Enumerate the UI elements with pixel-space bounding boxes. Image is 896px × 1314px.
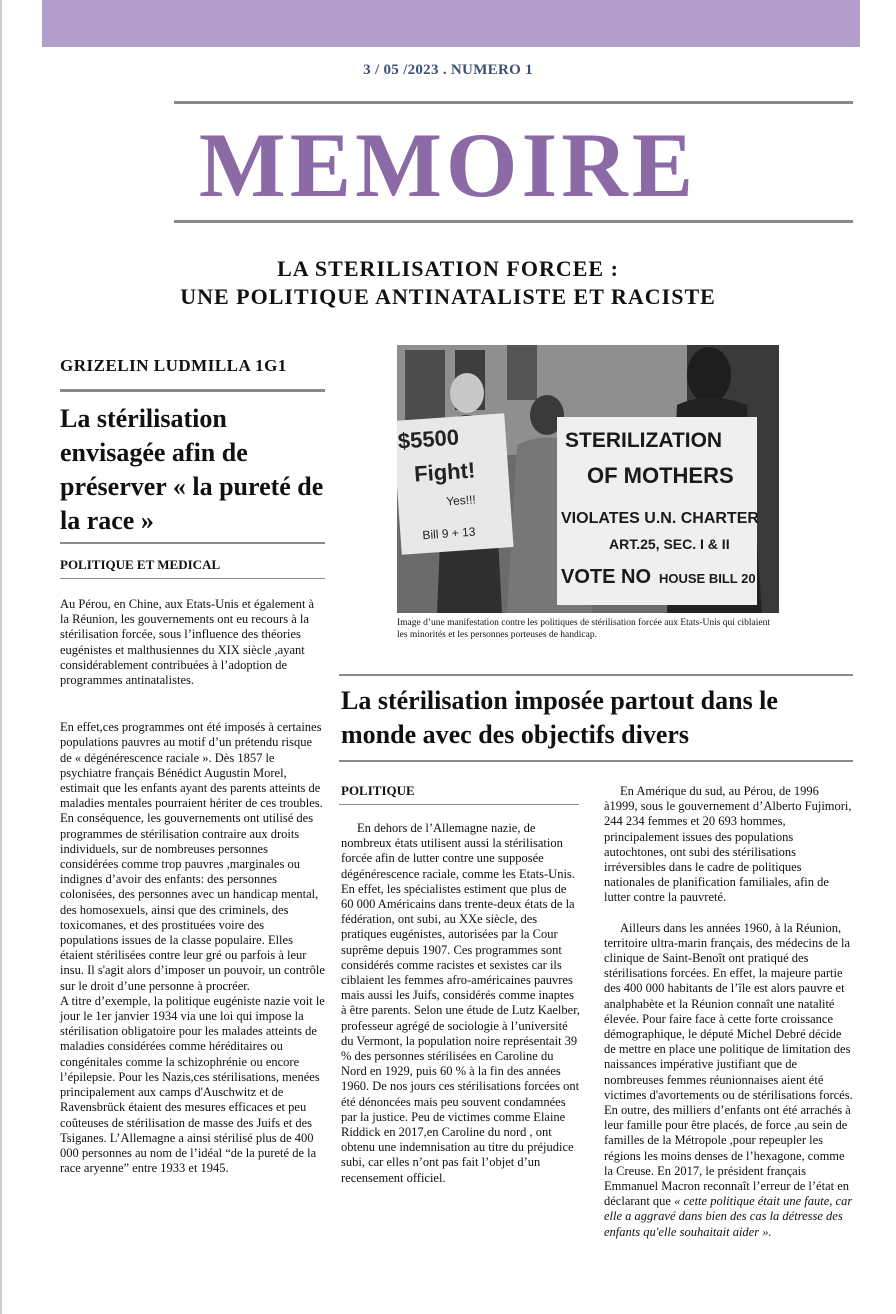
protest-photo: [397, 345, 779, 613]
fight-sign-text-2: Fight!: [413, 457, 477, 487]
masthead-title: MEMOIRE: [198, 114, 698, 216]
article2-title-rule: [339, 760, 853, 762]
article1-title: La stérilisation envisagée afin de préserver « la pureté de la race »: [60, 404, 324, 535]
fight-sign-text-3: Yes!!!: [445, 492, 477, 509]
author-rule: [60, 389, 325, 392]
sterilization-sign: [557, 417, 759, 605]
headline-line-1: LA STERILISATION FORCEE :: [277, 256, 619, 281]
sterilization-sign-text-4: ART.25, SEC. I & II: [609, 536, 730, 552]
article1-paragraph-4: A titre d’exemple, la politique eugéniste nazie voit le jour le 1er janvier 1934 via une loi qui impose la stérilisation obligatoire pour les malades atteints de maladies considérées comme héréditaires ou congénitales comme la schizophrénie ou encore l’épilepsie. Pour les Nazis,ces stérilisations, menées principalement aux camps d'Auschwitz et de Ravensbrück étaient des mesures efficaces et peu coûteuses de stérilisation de masse des Juifs et des Tsiganes. L’Allemagne a ainsi stérilisé plus de 400 000 personnes au nom de l’idéal “de la pureté de la race aryenne” entre 1933 et 1945.: [60, 993, 325, 1176]
headline-line-2: UNE POLITIQUE ANTINATALISTE ET RACISTE: [180, 284, 716, 309]
article1-paragraph-3: En conséquence, les gouvernements ont utilisé des programmes de stérilisation contraire aux droits individuels, sur de nombreuses personnes considérées comme trop pauvres ,marginales ou indignes d’avoir des enfants: des personnes colonisées, des personnes avec un handicap mental, des homosexuels, ainsi que des criminels, des toxicomanes, et des prostituées voire des populations issues de la classe populaire. Elles étaient stérilisées contre leur gré ou parfois à leur insu. Il s'agit alors d’imposer un pouvoir, un contrôle sur le droit d’une personne à procréer.: [60, 811, 325, 993]
article2-column-1: [341, 821, 581, 1186]
fight-sign-text-1: $5500: [397, 424, 460, 454]
article1-title-rule: [60, 542, 325, 544]
article2-col1-paragraph: En dehors de l’Allemagne nazie, de nombreux états utilisent aussi la stérilisation forcée afin de lutter contre une supposée dégénérescence raciale, comme les Etats-Unis. En effet, les spécialistes estiment que plus de 60 000 Américains dans trente-deux états de la fédération, ont subi, au XXe siècle, des pratiques eugénistes, autorisées par la Cour suprême depuis 1907. Ces programmes sont considérés comme racistes et sexistes car ils ciblaient les femmes afro-américaines pauvres mais aussi les Juifs, considérés comme inaptes à être parents. Selon une étude de Lutz Kaelber, professeur agrégé de sociologie à l’université du Vermont, la population noire représentait 39 % des personnes stérilisées en Caroline du Nord en 1929, puis 60 % à la fin des années 1960. De nos jours ces stérilisations forcées ont été dénoncées mais peu souvent condamnées par la justice. Peu de victimes comme Elaine Riddick en 2017,en Caroline du nord , ont obtenu une indemnisation au titre du préjudice subi, car elles n’ont pas fait l’objet d’un recensement officiel.: [341, 821, 580, 1185]
protest-photo-drawing: [397, 345, 779, 613]
issue-date-number: 3 / 05 /2023 . NUMERO 1: [363, 62, 533, 78]
masthead-bottom-rule: [174, 220, 853, 223]
masthead-top-rule: [174, 101, 853, 104]
article2-title: La stérilisation imposée partout dans le monde avec des objectifs divers: [341, 686, 778, 749]
article1-body: [60, 597, 325, 1176]
article2-col2-paragraph-2-text: Ailleurs dans les années 1960, à la Réunion, territoire ultra-marin français, des médecins de la clinique de Saint-Benoît ont pratiqué des stérilisations forcées. En effet, la majeure partie des 400 000 habitants de l’île est alors pauvre et analphabète et la Réunion connaît une natalité élevée. Pour faire face à cette forte croissance démographique, le député Michel Debré décide de mettre en place une politique de limitation des naissances impérative justifiant que de nombreuses femmes réunionnaises aient été victimes d'avortements ou de stérilisations forcés. En outre, des milliers d’enfants ont été arrachés à leur famille pour être placés, de force ,au sein de familles de la Métropole ,pour repeupler les régions les moins denses de l’hexagone, comme la Creuse. En 2017, le président français Emmanuel Macron reconnaît l’erreur de l’état en déclarant que: [604, 920, 853, 1209]
sterilization-sign-text-1: STERILIZATION: [565, 429, 723, 452]
article2-kicker: POLITIQUE: [341, 783, 415, 798]
article2-column-2: [604, 784, 854, 1240]
sterilization-sign-text-3: VIOLATES U.N. CHARTER: [561, 510, 759, 527]
sterilization-sign-text-6: HOUSE BILL 20: [659, 571, 756, 586]
macron-quote: « cette politique était une faute, car elle a aggravé dans bien des cas la détresse des enfants qu'elle souhaitait aider ».: [604, 1194, 853, 1239]
article2-col2-paragraph-1: En Amérique du sud, au Pérou, de 1996 à1999, sous le gouvernement d’Alberto Fujimori, 244 234 femmes et 20 693 hommes, principalement issues des populations autochtones, ont subi des stérilisations irréversibles dans le cadre de politiques nationales de planification familiales, afin de lutter contre la pauvreté.: [604, 784, 852, 905]
photo-caption: Image d’une manifestation contre les politiques de stérilisation forcée aux Etats-Unis qui ciblaient les minorités et les personnes porteuses de handicap.: [397, 618, 771, 640]
article2-top-rule: [339, 674, 853, 676]
article2-col2-paragraph-2: [604, 921, 854, 1240]
article2-kicker-rule: [339, 804, 579, 805]
main-headline: [60, 255, 836, 311]
fight-sign-text-4: Bill 9 + 13: [422, 524, 476, 543]
top-color-band: [42, 0, 860, 47]
article1-paragraph-1: Au Pérou, en Chine, aux Etats-Unis et également à la Réunion, les gouvernements ont eu recours à la stérilisation forcée, sous l’influence des théories eugénistes et malthusiennes du XIX siècle ,ayant considérablement contribuées à l’adoption de programmes antinatalistes.: [60, 597, 315, 688]
article1-paragraph-2: En effet,ces programmes ont été imposés à certaines populations pauvres au motif d’un prétendu risque de « dégénérescence raciale ». Dès 1857 le psychiatre français Bénédict Augustin Morel, estimait que les enfants ayant des parents atteints de maladies mentales pourraient hériter de ces troubles.: [60, 720, 323, 811]
sterilization-sign-text-5: VOTE NO: [561, 566, 652, 588]
author-byline: GRIZELIN LUDMILLA 1G1: [60, 356, 287, 375]
sterilization-sign-text-2: OF MOTHERS: [587, 463, 734, 488]
article1-kicker-rule: [60, 578, 325, 579]
fight-sign: [397, 413, 514, 554]
article1-kicker: POLITIQUE ET MEDICAL: [60, 557, 221, 572]
